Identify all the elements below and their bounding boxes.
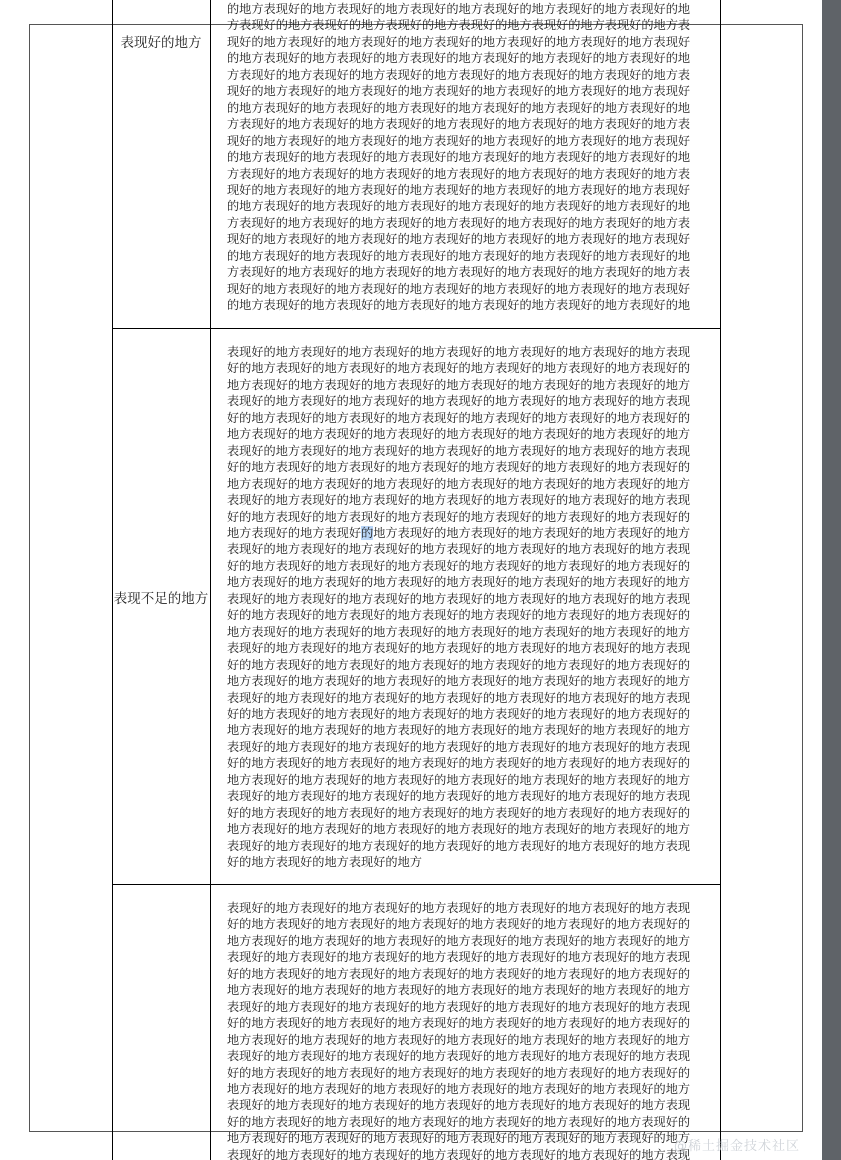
table-row-divider <box>112 328 721 329</box>
table-border-right <box>720 0 721 1160</box>
text-segment: 地方表现好的地方表现好的地方表现好的地方表现好的地方表现好的地方表现好的地方表现好的地方表现好的地方表现好的地方表现好的地方表现好的地方表现好的地方表现好的地方表现好的地方表现好的地方表现好的地方表现好的地方表现好的地方表现好的地方表现好的地方表现好的地方表现好的地方表现好的地方表现好的地方表现好的地方表现好的地方表现好的地方表现好的地方表现好的地方表现好的地方表现好的地方表现好的地方表现好的地方表现好的地方表现好的地方表现好的地方表现好的地方表现好的地方表现好的地方表现好的地方表现好的地方表现好的地方表现好的地方表现好的地方表现好的地方表现好的地方表现好的地方表现好的地方表现好的地方表现好的地方表现好的地方表现好的地方表现好的地方表现好的地方表现好的地方表现好的地方表现好的地方表现好的地方表现好的地方表现好的地方表现好的地方表现好的地方表现好的地方表现好的地方表现好的地方表现好的地方表现好的地方表现好的地方表现好的地方表现好的地方表现好的地方表现好的地方表现好的地方表现好的地方表现好的地方表现好的地方表现好的地方表现好的地方表现好的地方表现好的地方表现好的地方表现好的地方表现好的地方表现好的地方表现好的地方表现好的地方表现好的地方表现好的地方表现好的地方表现好的地方表现好的地方表现好的地方表现好的地方表现好的地方表现好的地方表现好的地方表现好的地方表现好的地方表现好的地方表现好的地方表现好的地方表现好的地方表现好的地方表现好的地方表现好的地方表现好的地方表现好的地方表现好的地方表现好的地方表现好的地方表现好的地方表现好的地方表现好的地方表现好的地方表现好的地方表现好的地方表现好的地方表现好的地方表现好的地方表现好的地方表现好的地方表现好的地方表现好的地方表现好的地方表现好的地方表现好的地方表现好的地方 <box>227 525 691 870</box>
row-label-strengths: 表现好的地方 <box>120 35 202 51</box>
row-content-weaknesses[interactable] <box>211 344 720 870</box>
table-row-divider <box>112 884 721 885</box>
text-selection: 的 <box>361 525 374 540</box>
text-segment: 表现好的地方表现好的地方表现好的地方表现好的地方表现好的地方表现好的地方表现好的地方表现好的地方表现好的地方表现好的地方表现好的地方表现好的地方表现好的地方表现好的地方表现好的地方表现好的地方表现好的地方表现好的地方表现好的地方表现好的地方表现好的地方表现好的地方表现好的地方表现好的地方表现好的地方表现好的地方表现好的地方表现好的地方表现好的地方表现好的地方表现好的地方表现好的地方表现好的地方表现好的地方表现好的地方表现好的地方表现好的地方表现好的地方表现好的地方表现好的地方表现好的地方表现好的地方表现好的地方表现好的地方表现好的地方表现好的地方表现好的地方表现好的地方表现好的地方表现好的地方表现好的地方表现好的地方表现好的地方表现好的地方表现好的地方表现好的地方表现好的地方表现好的地方表现好的地方表现好的地方表现好的地方表现好的地方表现好的地方表现好的地方表现好的地方表现好的地方表现好的地方表现好的地方表现好的地方表现好的地方表现好的地方表现好 <box>227 345 691 540</box>
row-content-third[interactable]: 表现好的地方表现好的地方表现好的地方表现好的地方表现好的地方表现好的地方表现好的地方表现好的地方表现好的地方表现好的地方表现好的地方表现好的地方表现好的地方表现好的地方表现好的地方表现好的地方表现好的地方表现好的地方表现好的地方表现好的地方表现好的地方表现好的地方表现好的地方表现好的地方表现好的地方表现好的地方表现好的地方表现好的地方表现好的地方表现好的地方表现好的地方表现好的地方表现好的地方表现好的地方表现好的地方表现好的地方表现好的地方表现好的地方表现好的地方表现好的地方表现好的地方表现好的地方表现好的地方表现好的地方表现好的地方表现好的地方表现好的地方表现好的地方表现好的地方表现好的地方表现好的地方表现好的地方表现好的地方表现好的地方表现好的地方表现好的地方表现好的地方表现好的地方表现好的地方表现好的地方表现好的地方表现好的地方表现好的地方表现好的地方表现好的地方表现好的地方表现好的地方表现好的地方表现好的地方表现好的地方表现好的地方表现好的地方表现好的地方表现好的地方表现好的地方表现好的地方表现好的地方表现好的地方表现好的地方表现好的地方表现好的地方表现好的地方表现好的地方表现好的地方表现好的地方表现好的地方表现好的地方表现好的地方表现好的地方表现好的地方表现好的地方表现好的地方表现好的地方表现好的地方表现好的地方表现好的地方表现好的地方表现好的地方表现好的地方表现好的地方表现好的地方表现 <box>227 901 691 1160</box>
row-content-strengths[interactable]: 的地方表现好的地方表现好的地方表现好的地方表现好的地方表现好的地方表现好的地方表现好的地方表现好的地方表现好的地方表现好的地方表现好的地方表现好的地方表现好的地方表现好的地方表现好的地方表现好的地方表现好的地方表现好的地方表现好的地方表现好的地方表现好的地方表现好的地方表现好的地方表现好的地方表现好的地方表现好的地方表现好的地方表现好的地方表现好的地方表现好的地方表现好的地方表现好的地方表现好的地方表现好的地方表现好的地方表现好的地方表现好的地方表现好的地方表现好的地方表现好的地方表现好的地方表现好的地方表现好的地方表现好的地方表现好的地方表现好的地方表现好的地方表现好的地方表现好的地方表现好的地方表现好的地方表现好的地方表现好的地方表现好的地方表现好的地方表现好的地方表现好的地方表现好的地方表现好的地方表现好的地方表现好的地方表现好的地方表现好的地方表现好的地方表现好的地方表现好的地方表现好的地方表现好的地方表现好的地方表现好的地方表现好的地方表现好的地方表现好的地方表现好的地方表现好的地方表现好的地方表现好的地方表现好的地方表现好的地方表现好的地方表现好的地方表现好的地方表现好的地方表现好的地方表现好的地方表现好的地方表现好的地方表现好的地方表现好的地方表现好的地方表现好的地方表现好的地方表现好的地方表现好的地方表现好的地方表现好的地方表现好的地方表现好的地方表现好的地方表现好的地方表现好的地方表现好的地方表现好的地方表现好的地方表现好的地方表现好的地方表现好的地方表现好的地方表现好的地方表现好的地方表现好的地方表现好的地方表现好的地方表现好的地方表现好的地方表现好的地方表现好的地方表现好的地方表现好的地方表现好的地 <box>227 2 691 313</box>
row-label-weaknesses: 表现不足的地方 <box>113 591 209 607</box>
table-border-left <box>112 0 113 1160</box>
watermark: @稀土掘金技术社区 <box>673 1139 800 1154</box>
